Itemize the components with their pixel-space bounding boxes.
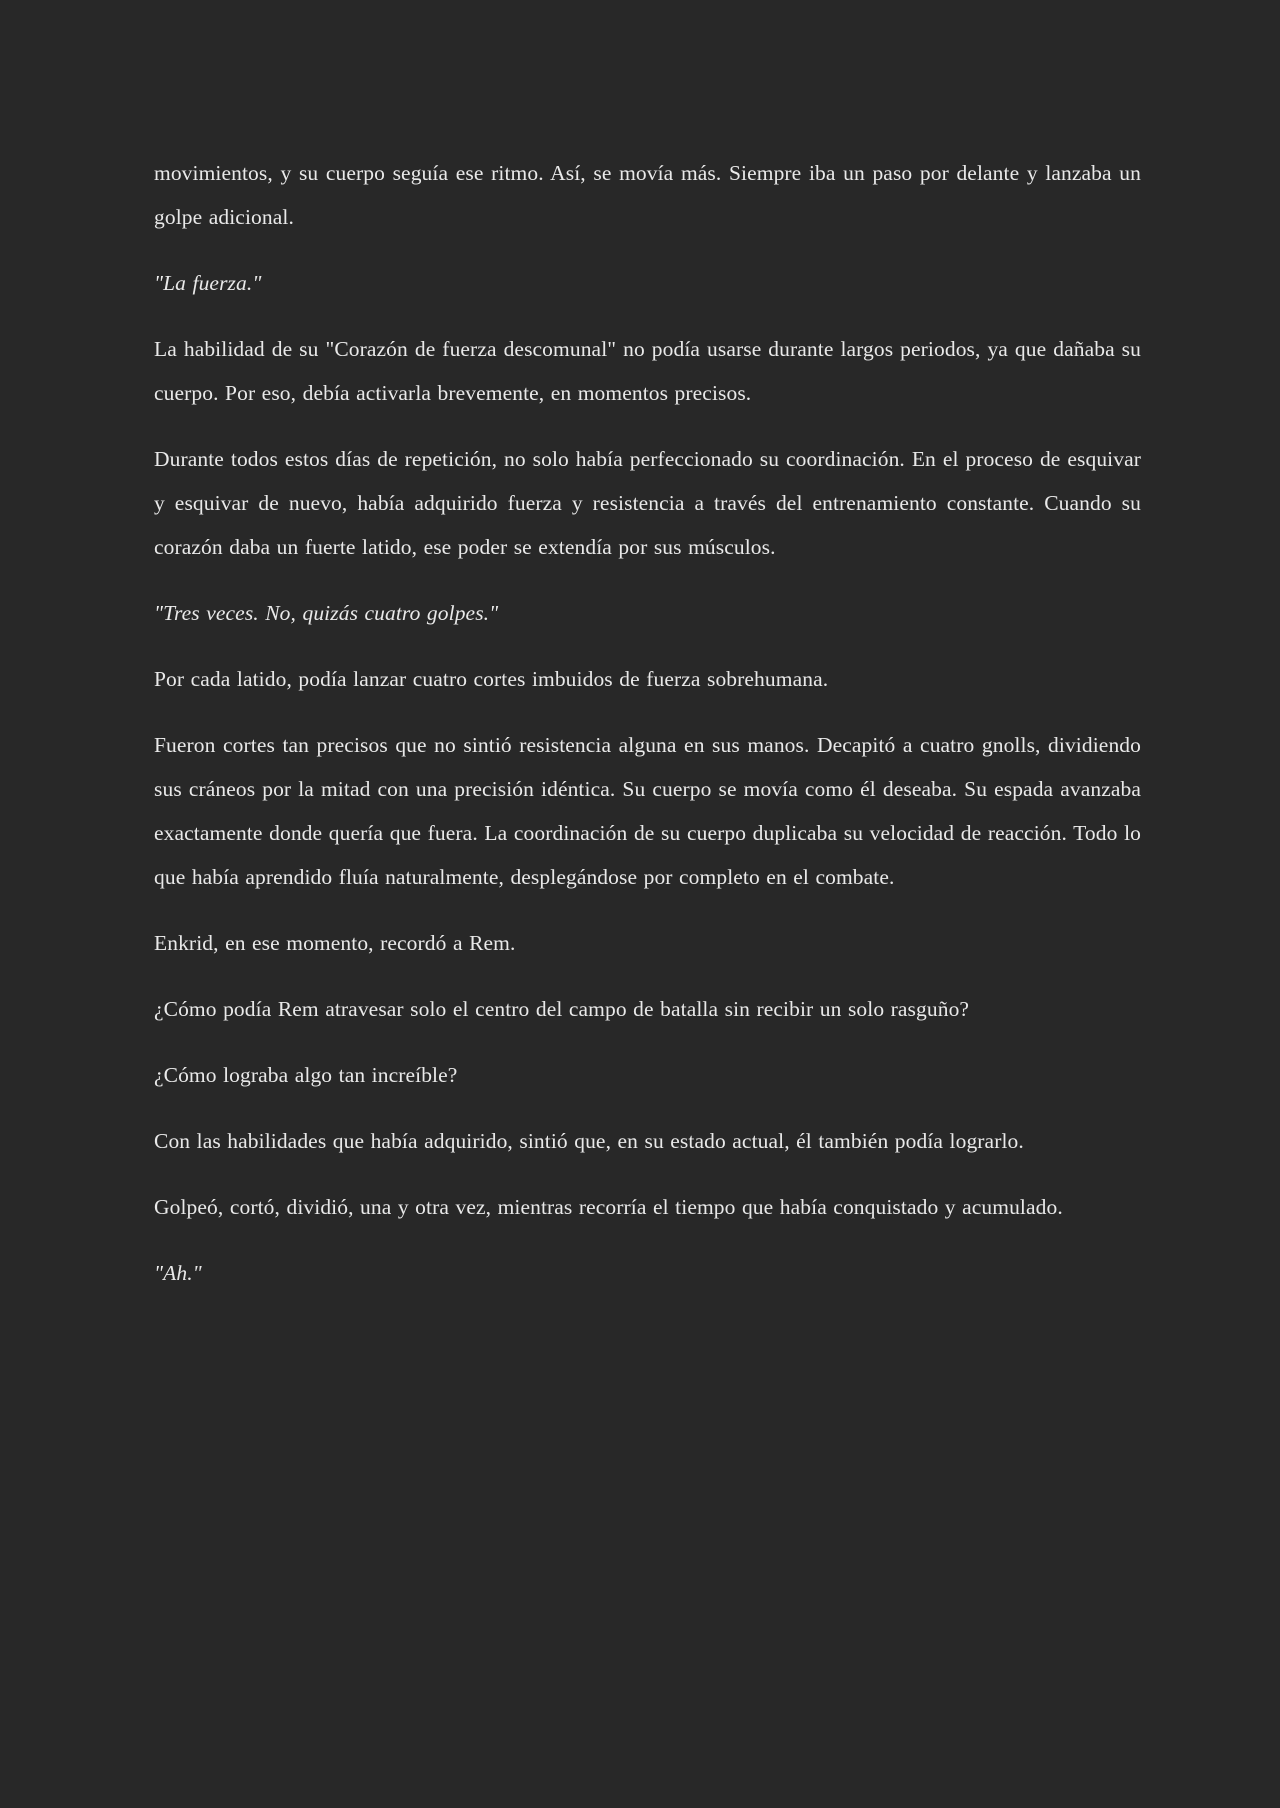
paragraph: Enkrid, en ese momento, recordó a Rem. xyxy=(154,931,516,955)
paragraph: La habilidad de su "Corazón de fuerza descomunal" no podía usarse durante largos periodos, ya que dañaba su cuerpo. Por eso, debía activarla brevemente, en momentos precisos. xyxy=(154,337,1141,405)
paragraph: Con las habilidades que había adquirido, sintió que, en su estado actual, él también podía lograrlo. xyxy=(154,1129,1024,1153)
paragraph: movimientos, y su cuerpo seguía ese ritmo. Así, se movía más. Siempre iba un paso por delante y lanzaba un golpe adicional. xyxy=(154,161,1141,229)
paragraph-quote: "Tres veces. No, quizás cuatro golpes." xyxy=(154,601,499,625)
paragraph: Durante todos estos días de repetición, no solo había perfeccionado su coordinación. En el proceso de esquivar y esquivar de nuevo, había adquirido fuerza y resistencia a través del entrenamiento constante. Cuando su corazón daba un fuerte latido, ese poder se extendía por sus músculos. xyxy=(154,447,1141,559)
paragraph: Fueron cortes tan precisos que no sintió resistencia alguna en sus manos. Decapitó a cuatro gnolls, dividiendo sus cráneos por la mitad con una precisión idéntica. Su cuerpo se movía como él deseaba. Su espada avanzaba exactamente donde quería que fuera. La coordinación de su cuerpo duplicaba su velocidad de reacción. Todo lo que había aprendido fluía naturalmente, desplegándose por completo en el combate. xyxy=(154,733,1141,889)
paragraph-quote: "Ah." xyxy=(154,1261,202,1285)
paragraph: Por cada latido, podía lanzar cuatro cortes imbuidos de fuerza sobrehumana. xyxy=(154,667,829,691)
paragraph: ¿Cómo podía Rem atravesar solo el centro del campo de batalla sin recibir un solo rasguño? xyxy=(154,997,970,1021)
paragraph: Golpeó, cortó, dividió, una y otra vez, mientras recorría el tiempo que había conquistado y acumulado. xyxy=(154,1195,1063,1219)
paragraph: ¿Cómo lograba algo tan increíble? xyxy=(154,1063,458,1087)
paragraph-quote: "La fuerza." xyxy=(154,271,262,295)
